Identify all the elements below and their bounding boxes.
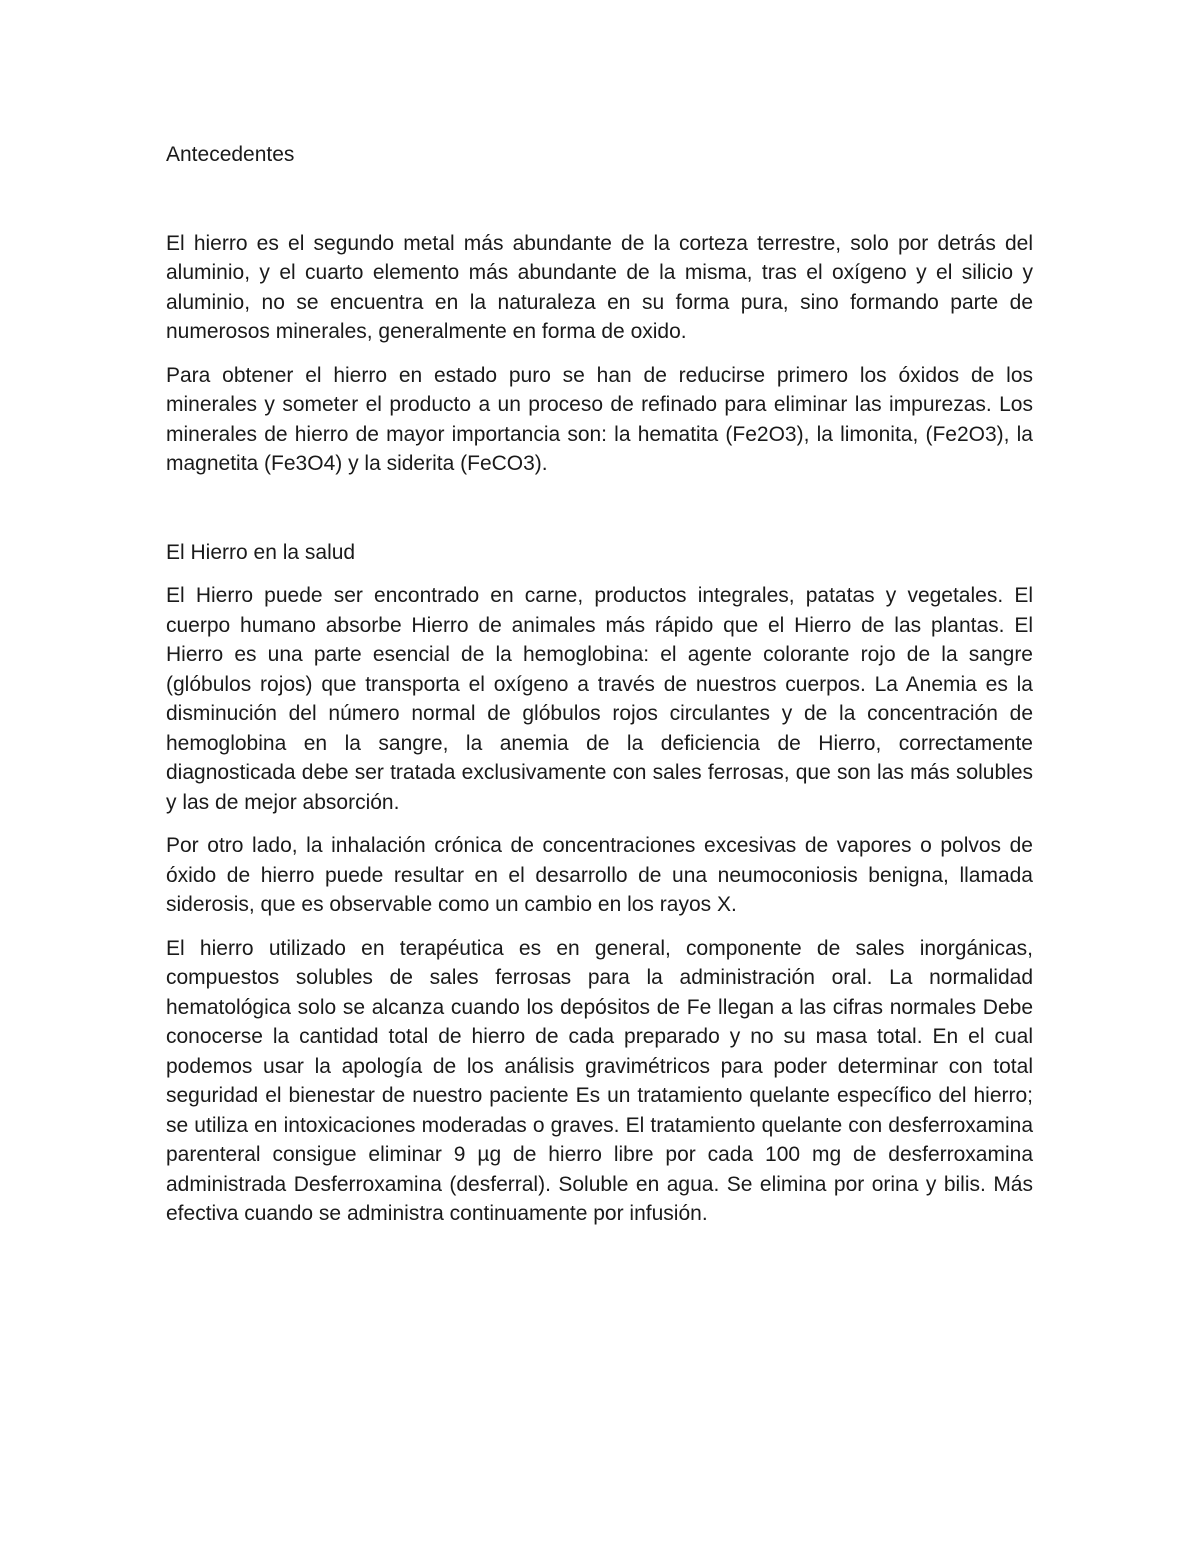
paragraph: Por otro lado, la inhalación crónica de concentraciones excesivas de vapores o polvos de óxido de hierro puede resultar en el desarrollo de una neumoconiosis benigna, llamada siderosis, que es observable como un cambio en los rayos X. <box>166 834 1033 916</box>
paragraph: Para obtener el hierro en estado puro se han de reducirse primero los óxidos de los minerales y someter el producto a un proceso de refinado para eliminar las impurezas. Los minerales de hierro de mayor importancia son: la hematita (Fe2O3), la limonita, (Fe2O3), la magnetita (Fe3O4) y la siderita (FeCO3). <box>166 363 1033 475</box>
section-heading: El Hierro en la salud <box>166 540 356 564</box>
paragraph: El Hierro puede ser encontrado en carne, productos integrales, patatas y vegetales. El cuerpo humano absorbe Hierro de animales más rápido que el Hierro de las plantas. El Hierro es una parte esencial de la hemoglobina: el agente colorante rojo de la sangre (glóbulos rojos) que transporta el oxígeno a través de nuestros cuerpos. La Anemia es la disminución del número normal de glóbulos rojos circulantes y de la concentración de hemoglobina en la sangre, la anemia de la deficiencia de Hierro, correctamente diagnosticada debe ser tratada exclusivamente con sales ferrosas, que son las más solubles y las de mejor absorción. <box>166 584 1033 814</box>
section-hierro-en-la-salud <box>166 538 1033 1229</box>
section-heading: Antecedentes <box>166 143 295 166</box>
paragraph: El hierro utilizado en terapéutica es en general, componente de sales inorgánicas, compuestos solubles de sales ferrosas para la administración oral. La normalidad hematológica solo se alcanza cuando los depósitos de Fe llegan a las cifras normales Debe conocerse la cantidad total de hierro de cada preparado y no su masa total. En el cual podemos usar la apología de los análisis gravimétricos para poder determinar con total seguridad el bienestar de nuestro paciente Es un tratamiento quelante específico del hierro; se utiliza en intoxicaciones moderadas o graves. El tratamiento quelante con desferroxamina parenteral consigue eliminar 9 µg de hierro libre por cada 100 mg de desferroxamina administrada Desferroxamina (desferral). Soluble en agua. Se elimina por orina y bilis. Más efectiva cuando se administra continuamente por infusión. <box>166 936 1033 1225</box>
section-antecedentes <box>166 140 1033 479</box>
document-page <box>166 140 1033 1243</box>
paragraph: El hierro es el segundo metal más abundante de la corteza terrestre, solo por detrás del aluminio, y el cuarto elemento más abundante de la misma, tras el oxígeno y el silicio y aluminio, no se encuentra en la naturaleza en su forma pura, sino formando parte de numerosos minerales, generalmente en forma de oxido. <box>166 231 1033 343</box>
